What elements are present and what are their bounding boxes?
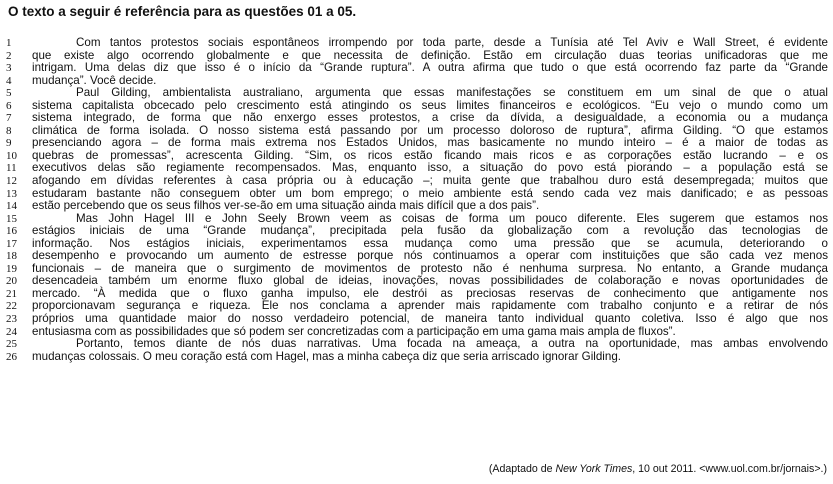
line-text: sistema integrado, de forma que não enxergo esses protestos, a crise da dívida, a desigualdade, a economia ou a mudança: [32, 111, 828, 125]
line-number: 25: [6, 338, 17, 351]
line-number: 24: [6, 325, 17, 338]
source-suffix: , 10 out 2011. <www.uol.com.br/jornais>.): [632, 463, 827, 475]
line-text: mudanças colossais. O meu coração está com Hagel, mas a minha cabeça diz que seria arriscado ignorar Gilding.: [32, 349, 621, 363]
text-line: [4, 338, 828, 351]
line-number: 1: [6, 37, 12, 49]
line-text: estão percebendo que os seus filhos ver-se-ão em uma situação ainda mais difícil que a dos pais”.: [32, 199, 540, 213]
text-line: [4, 87, 828, 100]
line-number: 9: [6, 137, 12, 150]
line-number: 3: [6, 62, 12, 75]
line-text: estudaram bastante não conseguem obter um bom emprego; o meio ambiente está sendo cada vez mais danificado; e as pessoas: [32, 186, 828, 200]
line-text: afogando em dívidas referentes à casa própria ou à educação –; muita gente que trabalhou duro está desempregada; muitos que: [32, 174, 828, 188]
text-line: [4, 200, 828, 213]
text-line: [4, 62, 828, 75]
line-text: Paul Gilding, ambientalista australiano, argumenta que essas manifestações se constituem em um sinal de que o atual: [76, 86, 828, 100]
line-number: 15: [6, 212, 17, 225]
line-number: 6: [6, 99, 12, 112]
line-number: 26: [6, 350, 17, 363]
line-number: 22: [6, 300, 17, 313]
line-number: 4: [6, 74, 12, 87]
line-number: 8: [6, 124, 12, 137]
line-text: proporcionavam segurança e riqueza. Ele nos conclama a aprender mais rapidamente com trabalho conjunto e a retirar de nós: [32, 299, 828, 313]
line-text: climática de forma isolada. O nosso sistema está passando por um processo doloroso de ruptura”, afirma Gilding. “O que estamos: [32, 123, 828, 137]
line-text: informação. Nos estágios iniciais, experimentamos essa mudança como uma pressão que se acumula, deteriorando o: [32, 236, 828, 250]
source-citation: [489, 463, 827, 475]
line-number: 16: [6, 225, 17, 238]
text-line: [4, 250, 828, 263]
line-number: 13: [6, 187, 17, 200]
line-text: mudança”. Você decide.: [32, 73, 157, 87]
line-text: presenciando agora – de forma mais extrema nos Estados Unidos, mas basicamente no mundo inteiro – é a maior de todas as: [32, 136, 828, 150]
line-text: mercado. “À medida que o fluxo ganha impulso, ele destrói as preciosas reservas de conhecimento que antigamente nos: [32, 286, 828, 300]
text-line: [4, 313, 828, 326]
line-text: desencadeia também um enorme fluxo global de ideias, inovações, novas possibilidades de colaboração e novas oportunidades de: [32, 274, 828, 288]
line-number: 12: [6, 175, 17, 188]
line-number: 21: [6, 287, 17, 300]
line-text: Mas John Hagel III e John Seely Brown veem as coisas de forma um pouco diferente. Eles sugerem que estamos nos: [76, 211, 828, 225]
line-text: funcionais – de maneira que o surgimento de movimentos de protesto não é nenhuma surpresa. No entanto, a Grande mudança: [32, 261, 828, 275]
numbered-text-body: [4, 37, 828, 363]
line-number: 23: [6, 313, 17, 326]
line-number: 18: [6, 250, 17, 263]
line-number: 17: [6, 237, 17, 250]
text-line: [4, 37, 828, 50]
text-line: [4, 112, 828, 125]
line-number: 20: [6, 275, 17, 288]
line-number: 5: [6, 87, 12, 100]
text-line: [4, 225, 828, 238]
source-prefix: (Adaptado de: [488, 463, 556, 475]
text-line: [4, 351, 828, 364]
line-text: Portanto, temos diante de nós duas narrativas. Uma focada na ameaça, a outra na oportunidade, mas ambas envolvendo: [76, 337, 828, 351]
source-publication: New York Times: [555, 463, 633, 475]
line-text: intrigam. Uma delas diz que isso é o início da “Grande ruptura”. A outra afirma que tudo o que está ocorrendo faz parte da “Grande: [32, 61, 828, 75]
line-number: 19: [6, 262, 17, 275]
line-text: desempenho e provocando um aumento de estresse porque nós continuamos a operar com instituições que são cada vez menos: [32, 249, 828, 263]
line-text: quebras de promessas”, acrescenta Gilding. “Sim, os ricos estão ficando mais ricos e as corporações estão lucrando – e os: [32, 148, 828, 162]
line-text: sistema capitalista obcecado pelo crescimento está atingindo os seus limites financeiros e ecológicos. “Eu vejo o mundo como um: [32, 98, 828, 112]
line-number: 7: [6, 112, 12, 125]
line-text: Com tantos protestos sociais espontâneos irrompendo por toda parte, desde a Tunísia até Tel Aviv e Wall Street, é evidente: [76, 36, 828, 49]
page-heading: O texto a seguir é referência para as questões 01 a 05.: [8, 4, 357, 19]
line-text: estágios iniciais de uma “Grande mudança”, precipitada pela fusão da globalização com a revolução das tecnologias de: [32, 224, 828, 238]
line-text: próprios uma quantidade maior do nosso verdadeiro potencial, de maneira tanto individual quanto coletiva. Isso é algo que nos: [32, 312, 828, 326]
line-number: 11: [6, 162, 17, 175]
line-number: 10: [6, 149, 17, 162]
line-text: que existe algo ocorrendo globalmente e que necessita de definição. Estão em circulação duas teorias unificadoras que me: [32, 48, 828, 62]
text-line: [4, 175, 828, 188]
line-text: entusiasma com as possibilidades que só podem ser concretizadas com a participação em uma gama mais ampla de fluxos”.: [32, 324, 676, 338]
line-number: 14: [6, 200, 17, 213]
line-number: 2: [6, 49, 12, 62]
line-text: executivos delas são regiamente recompensados. Mas, enquanto isso, a situação do povo está piorando – a população está se: [32, 161, 828, 175]
